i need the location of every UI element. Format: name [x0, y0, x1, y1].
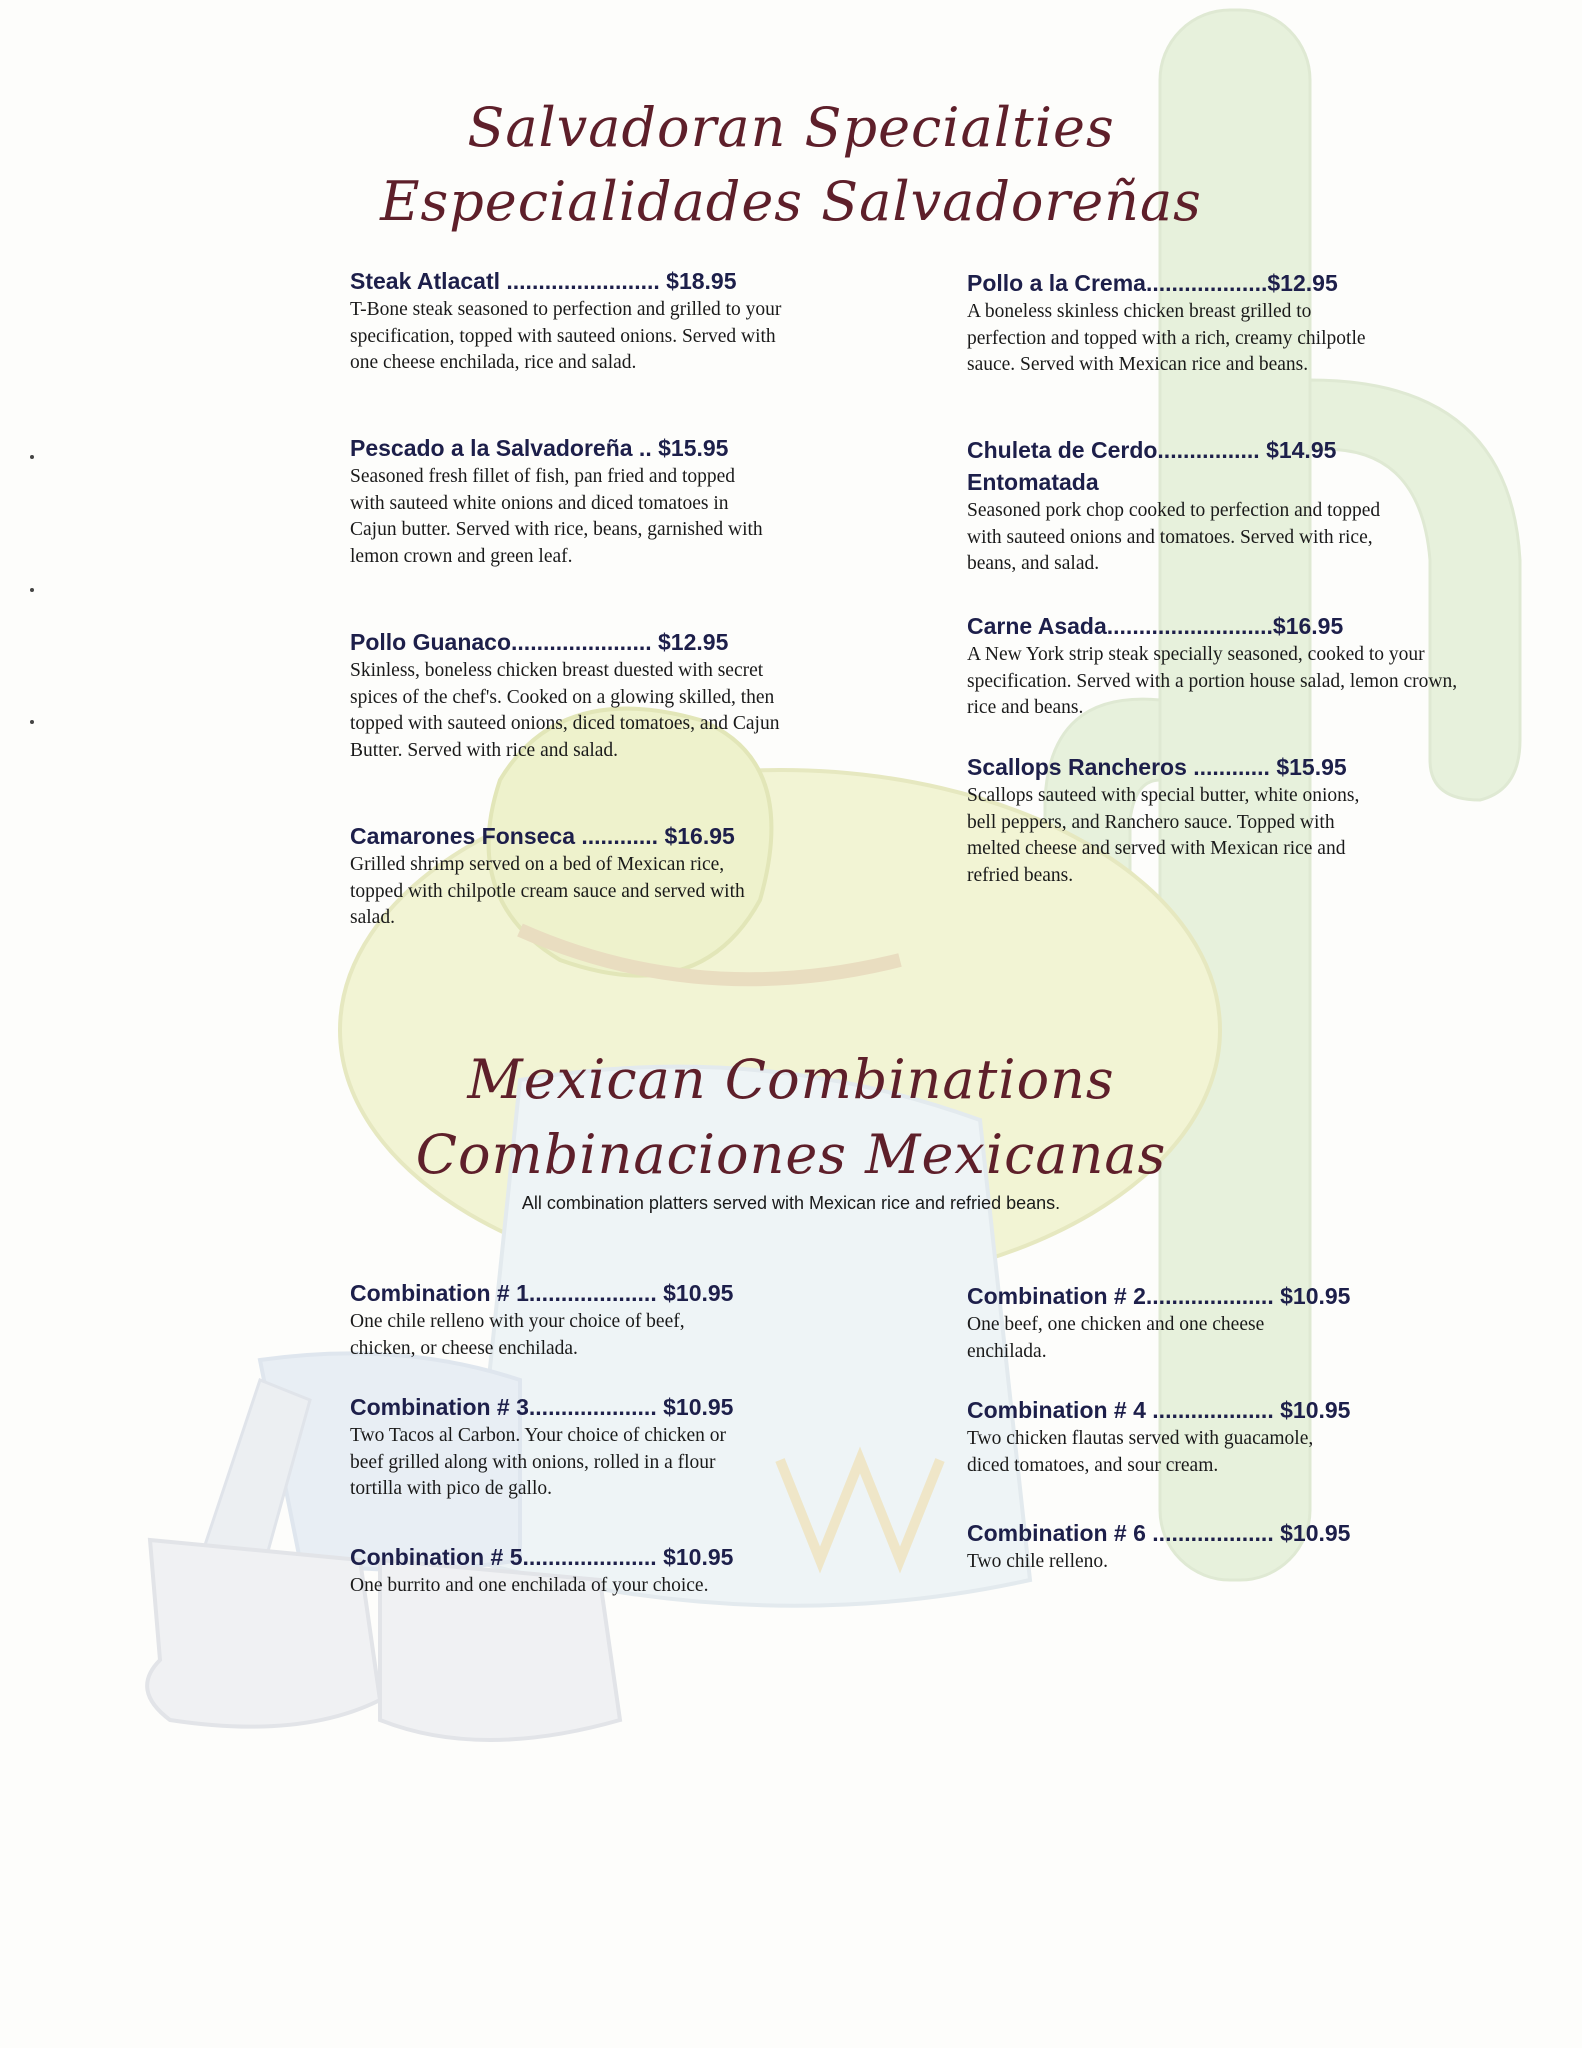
dot-leader: .......................... [1106, 613, 1273, 639]
menu-item-header [350, 1277, 830, 1309]
menu-item-description: Seasoned fresh fillet of fish, pan fried and topped with sauteed white onions and diced tomatoes in Cajun butter. Served with rice, beans, garnished with lemon crown and green leaf. [350, 466, 763, 567]
menu-item-name: Pescado a la Salvadoreña [350, 435, 633, 461]
menu-item-name: Scallops Rancheros [967, 754, 1187, 780]
menu-item-description: Skinless, boneless chicken breast duested with secret spices of the chef's. Cooked on a glowing skilled, then topped with sauteed onions, diced tomatoes, and Cajun Butter. Served with rice and salad. [350, 660, 780, 761]
section-title-spanish: Especialidades Salvadoreñas [380, 170, 1202, 233]
menu-item-price: $10.95 [1280, 1520, 1351, 1546]
menu-item-description: Two chicken flautas served with guacamole, diced tomatoes, and sour cream. [967, 1428, 1314, 1476]
menu-item-header [967, 1394, 1447, 1426]
menu-item-name: Pollo a la Crema [967, 270, 1146, 296]
dot-leader: ..................... [522, 1544, 657, 1570]
menu-item-header [967, 1517, 1447, 1549]
dot-leader: ................... [1145, 1397, 1274, 1423]
menu-item [350, 265, 830, 377]
menu-item-price: $10.95 [663, 1394, 734, 1420]
menu-item-description: Seasoned pork chop cooked to perfection and topped with sauteed onions and tomatoes. Served with rice, beans, and salad. [967, 500, 1381, 574]
menu-item-price: $15.95 [1276, 754, 1347, 780]
menu-item-header [967, 1280, 1447, 1312]
dot-leader: ................ [1157, 437, 1260, 463]
menu-item-description: One beef, one chicken and one cheese enchilada. [967, 1314, 1265, 1362]
menu-item-price: $14.95 [1266, 437, 1337, 463]
menu-item [967, 267, 1447, 379]
menu-item-name: Chuleta de Cerdo [967, 437, 1158, 463]
section-title-english: Mexican Combinations [467, 1048, 1115, 1111]
menu-item-name: Combination # 4 [967, 1397, 1146, 1423]
menu-item-price: $10.95 [663, 1544, 734, 1570]
menu-item-header [350, 1391, 830, 1423]
dot-leader: .................... [1145, 1283, 1274, 1309]
menu-item-description: One chile relleno with your choice of beef, chicken, or cheese enchilada. [350, 1311, 685, 1359]
menu-item-name-continued: Entomatada [967, 469, 1099, 495]
menu-item-header [350, 626, 830, 658]
dot-leader: ............ [1186, 754, 1270, 780]
menu-item-price: $10.95 [1280, 1283, 1351, 1309]
dot-leader: .................... [528, 1280, 657, 1306]
menu-item-description: A boneless skinless chicken breast grilled to perfection and topped with a rich, creamy chilpotle sauce. Served with Mexican rice and beans. [967, 301, 1366, 375]
menu-item-price: $12.95 [1267, 270, 1338, 296]
menu-item-description: A New York strip steak specially seasoned, cooked to your specification. Served with a portion house salad, lemon crown, rice and beans. [967, 644, 1458, 718]
menu-item-description: One burrito and one enchilada of your choice. [350, 1575, 709, 1596]
menu-item-name: Carne Asada [967, 613, 1107, 639]
dot-leader: ................... [1145, 1520, 1274, 1546]
menu-item [350, 626, 830, 764]
menu-item-header [350, 820, 830, 852]
menu-item-price: $16.95 [1272, 613, 1344, 639]
menu-item [967, 434, 1447, 578]
menu-item-name: Steak Atlacatl [350, 268, 500, 294]
menu-item-price: $10.95 [1280, 1397, 1351, 1423]
menu-item-price: $10.95 [663, 1280, 734, 1306]
menu-item [350, 432, 830, 570]
menu-item [967, 751, 1447, 889]
section-title-english: Salvadoran Specialties [467, 96, 1115, 159]
menu-item-description: Grilled shrimp served on a bed of Mexican rice, topped with chilpotle cream sauce and served with salad. [350, 854, 745, 928]
menu-item-name: Conbination # 5 [350, 1544, 523, 1570]
menu-item [967, 1394, 1447, 1479]
dot-leader: ............ [574, 823, 659, 849]
menu-item-description: Two Tacos al Carbon. Your choice of chicken or beef grilled along with onions, rolled in a flour tortilla with pico de gallo. [350, 1425, 726, 1499]
menu-item-description: T-Bone steak seasoned to perfection and grilled to your specification, topped with sauteed onions. Served with one cheese enchilada, rice and salad. [350, 299, 782, 373]
menu-item-header [350, 432, 830, 464]
menu-item-name: Camarones Fonseca [350, 823, 575, 849]
menu-item [350, 1541, 830, 1600]
menu-item-header [967, 267, 1447, 299]
menu-item-header [350, 1541, 830, 1573]
dot-leader: ........................ [500, 268, 660, 294]
menu-item-name: Combination # 1 [350, 1280, 529, 1306]
menu-item [350, 1277, 830, 1362]
section-title-spanish: Combinaciones Mexicanas [415, 1123, 1167, 1186]
menu-item-header [350, 265, 830, 297]
dot-leader: .. [632, 435, 652, 461]
menu-item-header [967, 751, 1447, 783]
menu-item [967, 610, 1458, 722]
menu-item-price: $15.95 [658, 435, 729, 461]
menu-item-price: $12.95 [658, 629, 729, 655]
menu-item-name: Combination # 6 [967, 1520, 1146, 1546]
menu-item-header [967, 610, 1447, 642]
dot-leader: ................... [1145, 270, 1268, 296]
menu-item-price: $18.95 [666, 268, 737, 294]
menu-item-description: Two chile relleno. [967, 1551, 1109, 1572]
menu-item [967, 1517, 1447, 1576]
menu-item-name: Combination # 2 [967, 1283, 1146, 1309]
menu-item-description: Scallops sauteed with special butter, white onions, bell peppers, and Ranchero sauce. Topped with melted cheese and served with Mexican rice and refried beans. [967, 785, 1360, 886]
combination-note: All combination platters served with Mexican rice and refried beans. [521, 1193, 1061, 1213]
menu-item [967, 1280, 1447, 1365]
menu-item-name: Combination # 3 [350, 1394, 529, 1420]
menu-item [350, 1391, 830, 1503]
menu-item-name: Pollo Guanaco [350, 629, 512, 655]
dot-leader: ...................... [511, 629, 652, 655]
menu-item-price: $16.95 [664, 823, 735, 849]
menu-item-header [967, 434, 1447, 466]
dot-leader: .................... [528, 1394, 657, 1420]
menu-item [350, 820, 830, 932]
